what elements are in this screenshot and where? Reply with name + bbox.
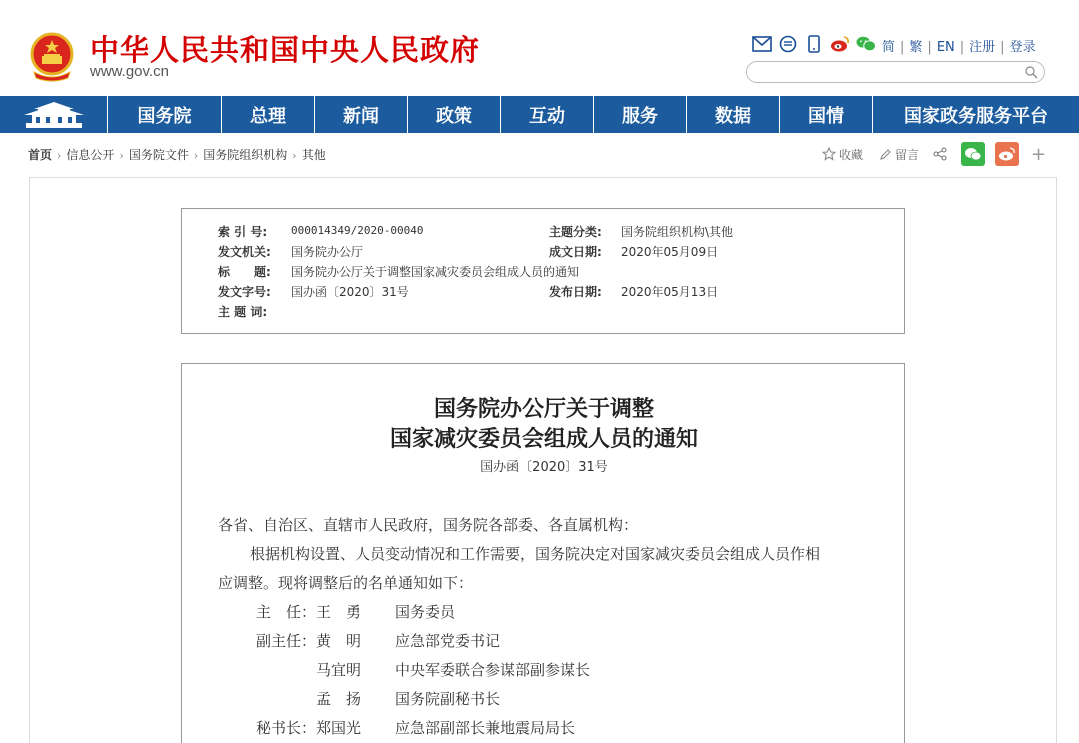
meta-index-label: 索 引 号: xyxy=(218,225,268,239)
divider: | xyxy=(1000,40,1005,55)
member-name: 马宜明 xyxy=(316,661,362,679)
meta-published-label: 发布日期: xyxy=(549,285,602,299)
nav-item-premier[interactable]: 总理 xyxy=(222,96,315,133)
chevron-right-icon: › xyxy=(57,149,62,162)
document-meta-table xyxy=(181,208,905,334)
divider: | xyxy=(927,40,932,55)
link-register[interactable]: 注册 xyxy=(969,40,996,55)
member-name: 郑国光 xyxy=(316,719,362,737)
meta-index-value: 000014349/2020-00040 xyxy=(291,224,424,237)
chevron-right-icon: › xyxy=(292,149,297,162)
share-icon-bar xyxy=(752,34,882,54)
link-english[interactable]: EN xyxy=(936,40,955,55)
divider: | xyxy=(959,40,965,55)
breadcrumb xyxy=(28,146,326,163)
member-role: 秘书长： xyxy=(255,719,316,737)
member-role: 副主任： xyxy=(255,632,316,650)
member-name: 王 勇 xyxy=(316,603,362,621)
comment-button[interactable] xyxy=(879,146,919,163)
meta-topic-label: 主题分类: xyxy=(549,225,602,239)
weibo-share-icon[interactable] xyxy=(995,142,1019,166)
member-role: 主 任： xyxy=(255,603,316,621)
link-simplified[interactable]: 简 xyxy=(882,40,896,55)
meta-written-value: 2020年05月09日 xyxy=(621,245,719,259)
search-input[interactable] xyxy=(757,64,1019,80)
meta-topic-value: 国务院组织机构\其他 xyxy=(621,225,734,239)
article-title-line-1: 国务院办公厅关于调整 xyxy=(433,396,654,422)
meta-title-value: 国务院办公厅关于调整国家减灾委员会组成人员的通知 xyxy=(291,265,580,279)
meta-issuer-label: 发文机关: xyxy=(218,245,271,259)
nav-item-services[interactable]: 服务 xyxy=(594,96,687,133)
meta-title-label: 标 题: xyxy=(218,265,271,279)
more-share-button[interactable]: + xyxy=(1031,143,1047,165)
article-tools xyxy=(822,142,1046,166)
member-post: 应急部副部长兼地震局局长 xyxy=(395,719,576,737)
message-icon[interactable] xyxy=(778,35,798,53)
breadcrumb-organization[interactable]: 国务院组织机构 xyxy=(203,148,288,162)
divider: | xyxy=(900,40,905,55)
nav-item-government-service-platform[interactable]: 国家政务服务平台 xyxy=(904,105,1048,127)
breadcrumb-home[interactable]: 首页 xyxy=(28,148,53,162)
main-nav xyxy=(0,96,1079,133)
article-body xyxy=(181,363,905,743)
share-icon xyxy=(933,147,947,161)
breadcrumb-state-council-docs[interactable]: 国务院文件 xyxy=(128,148,189,162)
meta-docno-label: 发文字号: xyxy=(218,285,271,299)
meta-issuer-value: 国务院办公厅 xyxy=(291,245,364,259)
share-button[interactable] xyxy=(933,147,947,161)
site-title[interactable]: 中华人民共和国中央人民政府 xyxy=(90,33,481,67)
chevron-right-icon: › xyxy=(193,149,199,162)
nav-item-news[interactable]: 新闻 xyxy=(315,96,408,133)
top-links xyxy=(882,36,1036,55)
nav-item-national-info[interactable]: 国情 xyxy=(780,96,873,133)
wechat-icon[interactable] xyxy=(856,35,876,53)
chevron-right-icon: › xyxy=(119,149,124,162)
nav-item-data[interactable]: 数据 xyxy=(687,96,780,133)
meta-published-value: 2020年05月13日 xyxy=(621,285,719,299)
site-header xyxy=(0,0,1079,96)
meta-written-label: 成文日期: xyxy=(549,245,602,259)
link-traditional[interactable]: 繁 xyxy=(909,40,923,55)
breadcrumb-info-disclosure[interactable]: 信息公开 xyxy=(66,148,115,162)
meta-keywords-label: 主 题 词: xyxy=(218,305,268,319)
member-name: 孟 扬 xyxy=(316,690,362,708)
member-post: 国务院副秘书长 xyxy=(395,690,501,708)
article-paragraph-line: 应调整。现将调整后的名单通知如下： xyxy=(218,574,474,592)
article-title-line-2: 国家减灾委员会组成人员的通知 xyxy=(389,426,698,452)
mail-icon[interactable] xyxy=(752,35,772,53)
nav-item-interaction[interactable]: 互动 xyxy=(501,96,594,133)
national-emblem-icon[interactable] xyxy=(28,32,76,82)
pencil-icon xyxy=(879,148,892,161)
member-post: 应急部党委书记 xyxy=(395,632,501,650)
favorite-button[interactable] xyxy=(822,146,863,163)
article-doc-number: 国办函〔2020〕31号 xyxy=(480,460,608,475)
article-paragraph-line: 根据机构设置、人员变动情况和工作需要，国务院决定对国家减灾委员会组成人员作相 xyxy=(250,545,821,563)
search-box xyxy=(746,61,1045,83)
nav-item-state-council[interactable]: 国务院 xyxy=(108,96,222,133)
member-name: 黄 明 xyxy=(316,632,362,650)
article-salutation: 各省、自治区、直辖市人民政府，国务院各部委、各直属机构： xyxy=(218,516,639,534)
link-login[interactable]: 登录 xyxy=(1009,40,1036,55)
member-post: 国务委员 xyxy=(395,603,456,621)
favorite-label: 收藏 xyxy=(839,147,864,162)
breadcrumb-other[interactable]: 其他 xyxy=(301,148,326,162)
tiananmen-icon[interactable] xyxy=(0,96,108,133)
weibo-icon[interactable] xyxy=(830,35,850,53)
site-url[interactable]: www.gov.cn xyxy=(90,63,169,80)
comment-label: 留言 xyxy=(895,147,920,162)
mobile-icon[interactable] xyxy=(804,35,824,53)
search-icon[interactable] xyxy=(1024,65,1038,79)
nav-item-policies[interactable]: 政策 xyxy=(408,96,501,133)
member-post: 中央军委联合参谋部副参谋长 xyxy=(395,661,591,679)
meta-docno-value: 国办函〔2020〕31号 xyxy=(291,285,409,299)
star-icon xyxy=(822,147,836,161)
wechat-share-icon[interactable] xyxy=(961,142,985,166)
